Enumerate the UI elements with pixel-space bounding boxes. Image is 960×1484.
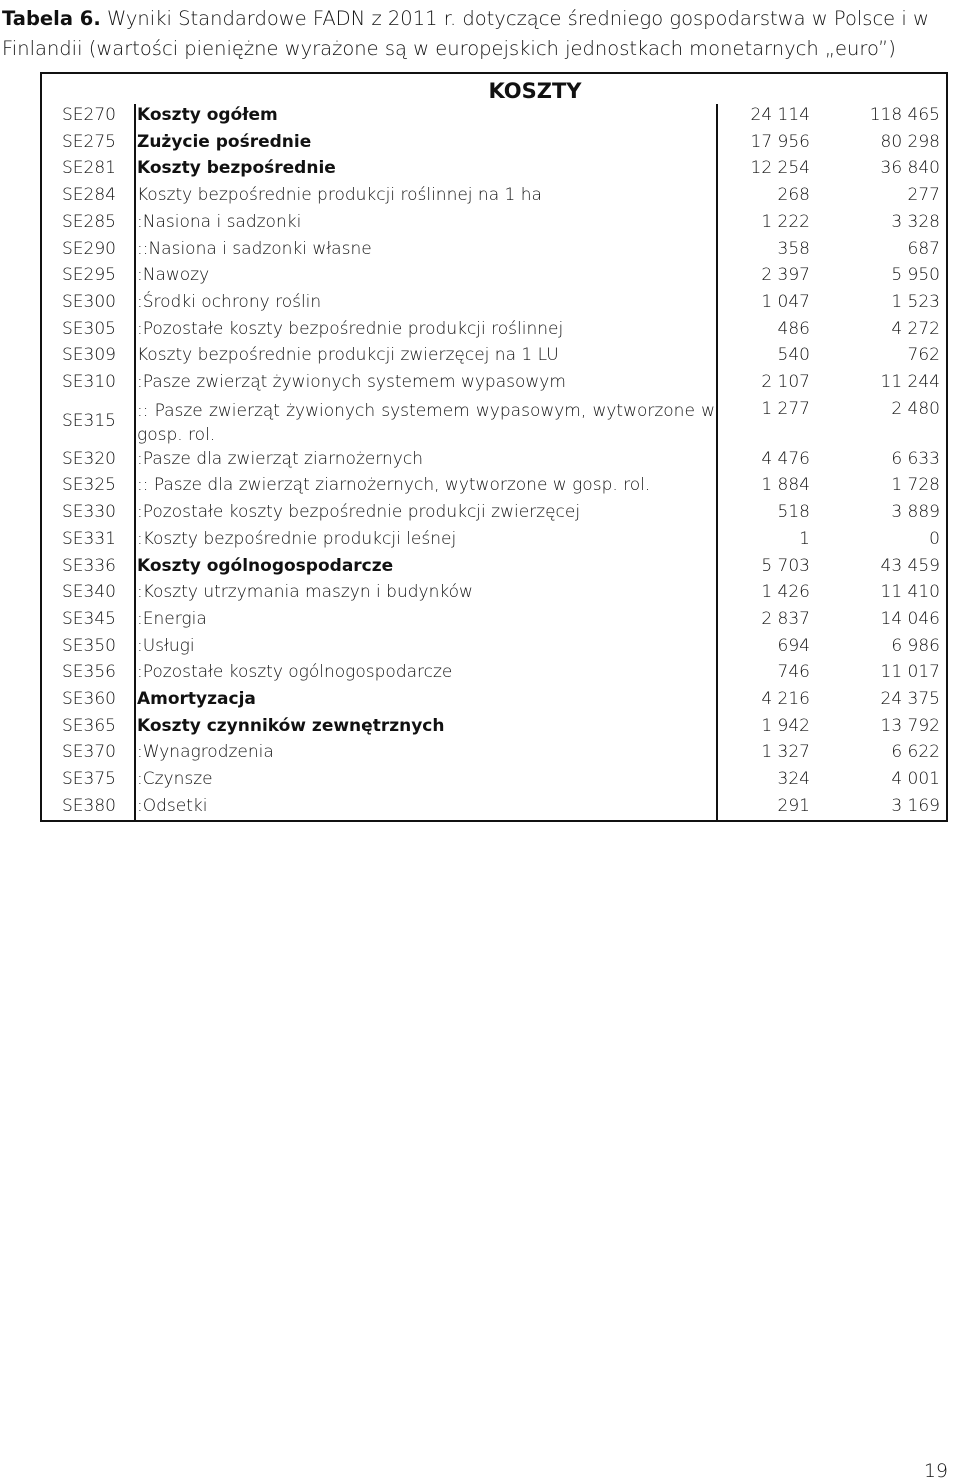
- row-code: SE356: [62, 662, 116, 683]
- page-number: 19: [923, 1460, 948, 1482]
- row-value-poland: 291: [777, 795, 810, 816]
- row-value-poland: 1 277: [761, 398, 810, 419]
- row-value-finland: 2 480: [891, 398, 940, 419]
- table-row: [42, 502, 948, 529]
- row-value-finland: 6 986: [891, 635, 940, 656]
- table-row: [42, 105, 948, 132]
- row-value-finland: 1 523: [891, 291, 940, 312]
- row-label: :Pasze dla zwierząt ziarnożernych: [137, 448, 423, 469]
- row-label: :Pozostałe koszty bezpośrednie produkcji roślinnej: [137, 318, 564, 339]
- table-row: [42, 345, 948, 372]
- row-code: SE360: [62, 689, 116, 709]
- row-value-finland: 277: [907, 185, 940, 206]
- table-row: [42, 319, 948, 346]
- row-code: SE315: [62, 410, 116, 431]
- row-value-poland: 1: [799, 528, 810, 549]
- table-row: [42, 158, 948, 185]
- row-code: SE310: [62, 372, 116, 392]
- row-code: SE281: [62, 158, 116, 179]
- row-value-finland: 3 328: [891, 211, 940, 232]
- row-value-finland: 6 633: [891, 448, 940, 469]
- row-code: SE305: [62, 318, 116, 339]
- table-row: [42, 796, 948, 823]
- row-value-poland: 1 884: [761, 475, 810, 496]
- section-heading: KOSZTY: [488, 79, 582, 103]
- row-code: SE325: [62, 475, 116, 496]
- table-row: [42, 212, 948, 239]
- row-label: :Energia: [137, 608, 207, 629]
- table-caption: [2, 4, 952, 64]
- table-row: [42, 239, 948, 266]
- table-row: [42, 689, 948, 716]
- row-value-poland: 1 426: [761, 582, 810, 603]
- row-value-poland: 518: [777, 502, 810, 523]
- table-row: [42, 636, 948, 663]
- row-label: :Koszty bezpośrednie produkcji leśnej: [137, 528, 457, 549]
- row-value-poland: 2 107: [761, 372, 810, 392]
- row-label: Koszty czynników zewnętrznych: [137, 715, 445, 736]
- table-row: [42, 609, 948, 636]
- row-label: :: Pasze zwierząt żywionych systemem wypasowym, wytworzone w gosp. rol.: [137, 400, 715, 445]
- table-row: [42, 132, 948, 159]
- row-code: SE365: [62, 715, 116, 736]
- row-code: SE375: [62, 769, 116, 790]
- row-code: SE336: [62, 555, 116, 576]
- row-value-poland: 1 942: [761, 715, 810, 736]
- row-code: SE345: [62, 608, 116, 629]
- row-label: Koszty bezpośrednie: [137, 158, 336, 179]
- table-row: [42, 399, 948, 449]
- row-value-finland: 6 622: [891, 742, 940, 763]
- row-code: SE300: [62, 291, 116, 312]
- row-label: Koszty ogółem: [137, 105, 278, 125]
- row-value-poland: 358: [777, 238, 810, 259]
- row-value-poland: 2 837: [761, 608, 810, 629]
- row-code: SE320: [62, 448, 116, 469]
- table-row: [42, 582, 948, 609]
- table-row: [42, 475, 948, 502]
- row-value-poland: 1 222: [761, 211, 810, 232]
- row-value-finland: 13 792: [880, 715, 940, 736]
- row-value-poland: 746: [777, 662, 810, 683]
- row-code: SE350: [62, 635, 116, 656]
- row-value-poland: 24 114: [750, 105, 810, 125]
- row-value-poland: 694: [777, 635, 810, 656]
- row-code: SE275: [62, 131, 116, 152]
- row-value-finland: 43 459: [880, 555, 940, 576]
- row-label: :: Pasze dla zwierząt ziarnożernych, wytworzone w gosp. rol.: [137, 475, 651, 496]
- row-label: :Odsetki: [137, 795, 208, 816]
- row-label: Zużycie pośrednie: [137, 131, 312, 152]
- table-row: [42, 716, 948, 743]
- row-label: Amortyzacja: [137, 689, 256, 709]
- caption-text: Wyniki Standardowe FADN z 2011 r. dotyczące średniego gospodarstwa w Polsce i w Finlandii (wartości pieniężne wyrażone są w europejskich jednostkach monetarnych „euro”): [2, 7, 929, 60]
- row-code: SE380: [62, 795, 116, 816]
- row-code: SE295: [62, 265, 116, 286]
- row-label: :Czynsze: [137, 769, 213, 790]
- row-value-finland: 24 375: [880, 689, 940, 709]
- row-code: SE270: [62, 105, 116, 125]
- row-code: SE309: [62, 345, 116, 366]
- row-value-finland: 5 950: [891, 265, 940, 286]
- row-label: :Nasiona i sadzonki: [137, 211, 302, 232]
- table-row: [42, 529, 948, 556]
- caption-label: Tabela 6.: [2, 7, 101, 30]
- row-label: Koszty ogólnogospodarcze: [137, 555, 394, 576]
- row-value-finland: 80 298: [880, 131, 940, 152]
- row-label: :Pasze zwierząt żywionych systemem wypasowym: [137, 372, 566, 392]
- row-value-finland: 11 410: [880, 582, 940, 603]
- table-row: [42, 742, 948, 769]
- row-value-poland: 1 047: [761, 291, 810, 312]
- row-label: :Wynagrodzenia: [137, 742, 274, 763]
- row-label: ::Nasiona i sadzonki własne: [137, 238, 372, 259]
- row-label: :Pozostałe koszty ogólnogospodarcze: [137, 662, 453, 683]
- table-row: [42, 292, 948, 319]
- table-row: [42, 372, 948, 399]
- row-value-finland: 0: [929, 528, 940, 549]
- row-label: :Środki ochrony roślin: [137, 291, 322, 312]
- row-value-poland: 1 327: [761, 742, 810, 763]
- row-value-finland: 3 169: [891, 795, 940, 816]
- table-row: [42, 449, 948, 476]
- row-value-poland: 12 254: [750, 158, 810, 179]
- row-code: SE290: [62, 238, 116, 259]
- row-value-finland: 118 465: [869, 105, 940, 125]
- row-code: SE284: [62, 185, 116, 206]
- row-code: SE331: [62, 528, 116, 549]
- row-value-finland: 3 889: [891, 502, 940, 523]
- row-value-finland: 4 272: [891, 318, 940, 339]
- row-value-finland: 11 244: [880, 372, 940, 392]
- table-row: [42, 556, 948, 583]
- row-value-poland: 17 956: [750, 131, 810, 152]
- row-code: SE370: [62, 742, 116, 763]
- row-label: Koszty bezpośrednie produkcji zwierzęcej na 1 LU: [137, 345, 559, 366]
- row-value-poland: 2 397: [761, 265, 810, 286]
- row-value-poland: 486: [777, 318, 810, 339]
- row-value-poland: 4 476: [761, 448, 810, 469]
- row-code: SE285: [62, 211, 116, 232]
- table-row: [42, 662, 948, 689]
- costs-table: [40, 72, 948, 822]
- row-code: SE330: [62, 502, 116, 523]
- row-value-finland: 11 017: [880, 662, 940, 683]
- row-value-poland: 324: [777, 769, 810, 790]
- row-value-finland: 762: [907, 345, 940, 366]
- row-value-poland: 540: [777, 345, 810, 366]
- row-label: :Usługi: [137, 635, 195, 656]
- row-label: Koszty bezpośrednie produkcji roślinnej na 1 ha: [137, 185, 542, 206]
- row-label: :Koszty utrzymania maszyn i budynków: [137, 582, 473, 603]
- row-value-poland: 4 216: [761, 689, 810, 709]
- table-row: [42, 769, 948, 796]
- row-value-finland: 4 001: [891, 769, 940, 790]
- row-value-poland: 268: [777, 185, 810, 206]
- row-label: :Pozostałe koszty bezpośrednie produkcji zwierzęcej: [137, 502, 581, 523]
- row-value-poland: 5 703: [761, 555, 810, 576]
- table-row: [42, 265, 948, 292]
- row-value-finland: 36 840: [880, 158, 940, 179]
- row-value-finland: 14 046: [880, 608, 940, 629]
- row-value-finland: 687: [907, 238, 940, 259]
- row-code: SE340: [62, 582, 116, 603]
- table-row: [42, 185, 948, 212]
- row-label: :Nawozy: [137, 265, 210, 286]
- row-value-finland: 1 728: [891, 475, 940, 496]
